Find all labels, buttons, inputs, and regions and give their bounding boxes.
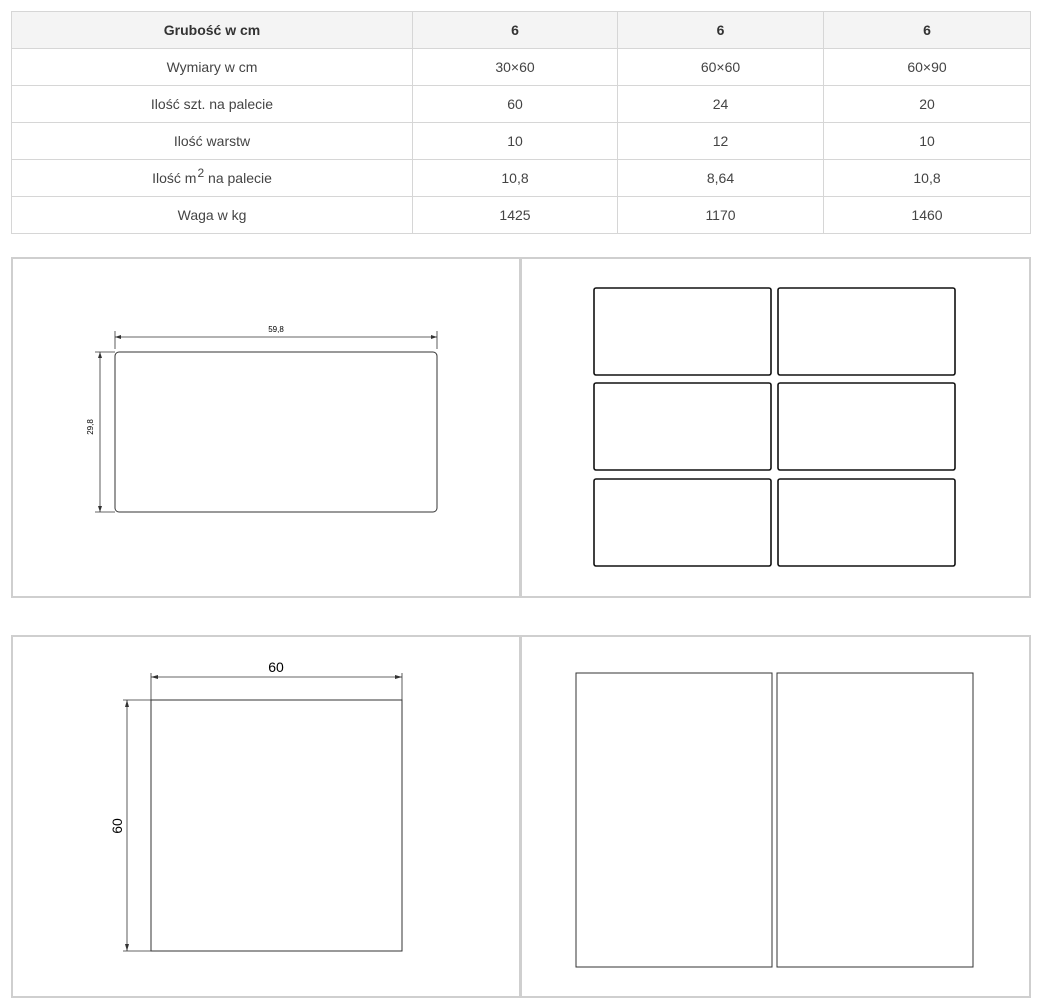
tile-60x60-drawing xyxy=(13,637,519,996)
table-cell: 10,8 xyxy=(824,160,1031,197)
table-cell: 60 xyxy=(413,86,618,123)
table-cell: 20 xyxy=(824,86,1031,123)
row-label: Waga w kg xyxy=(12,197,413,234)
table-cell: 60×60 xyxy=(618,49,824,86)
table-cell: 1425 xyxy=(413,197,618,234)
table-cell: 10 xyxy=(413,123,618,160)
spec-table xyxy=(11,11,1031,234)
table-cell: 10,8 xyxy=(413,160,618,197)
row-label-sup: 2 xyxy=(197,166,205,180)
tile-outline xyxy=(115,352,437,512)
drawing-panel-tile-60x60 xyxy=(11,635,521,998)
arrowhead xyxy=(98,506,102,512)
tile-rect xyxy=(778,383,955,470)
width-label: 60 xyxy=(268,659,284,675)
arrowhead xyxy=(125,700,129,707)
arrowhead xyxy=(395,675,402,679)
height-label: 60 xyxy=(109,818,125,834)
table-header-row xyxy=(12,12,1031,49)
table-cell: 24 xyxy=(618,86,824,123)
row-label: Ilość warstw xyxy=(12,123,413,160)
table-row xyxy=(12,160,1031,197)
tile-rect xyxy=(777,673,973,967)
tile-rect xyxy=(778,479,955,566)
height-label: 29,8 xyxy=(86,419,95,435)
table-cell: 30×60 xyxy=(413,49,618,86)
header-cell: 6 xyxy=(413,12,618,49)
arrowhead xyxy=(125,944,129,951)
table-row xyxy=(12,197,1031,234)
row-label: Wymiary w cm xyxy=(12,49,413,86)
tile-30x60-drawing xyxy=(13,259,519,596)
arrowhead xyxy=(115,335,121,339)
layout-60x60-drawing xyxy=(522,637,1029,996)
header-cell: Grubość w cm xyxy=(12,12,413,49)
table-row xyxy=(12,123,1031,160)
table-cell: 12 xyxy=(618,123,824,160)
arrowhead xyxy=(431,335,437,339)
layout-30x60-drawing xyxy=(522,259,1029,596)
header-cell: 6 xyxy=(824,12,1031,49)
arrowhead xyxy=(98,352,102,358)
row-label-post: na palecie xyxy=(208,170,272,186)
tile-rect xyxy=(576,673,772,967)
tile-rect xyxy=(594,288,771,375)
table-cell: 1460 xyxy=(824,197,1031,234)
layout-panel-tile-60x60 xyxy=(520,635,1031,998)
table-cell: 60×90 xyxy=(824,49,1031,86)
table-row xyxy=(12,86,1031,123)
layout-panel-tile-30x60 xyxy=(520,257,1031,598)
table-cell: 1170 xyxy=(618,197,824,234)
tile-rect xyxy=(778,288,955,375)
arrowhead xyxy=(151,675,158,679)
tile-outline xyxy=(151,700,402,951)
row-label: Ilość szt. na palecie xyxy=(12,86,413,123)
width-label: 59,8 xyxy=(268,325,284,334)
tile-rect xyxy=(594,383,771,470)
table-row xyxy=(12,49,1031,86)
table-cell: 8,64 xyxy=(618,160,824,197)
header-cell: 6 xyxy=(618,12,824,49)
row-label xyxy=(12,160,413,197)
drawing-panel-tile-30x60 xyxy=(11,257,521,598)
table-cell: 10 xyxy=(824,123,1031,160)
row-label-pre: Ilość m xyxy=(152,170,197,186)
tile-rect xyxy=(594,479,771,566)
